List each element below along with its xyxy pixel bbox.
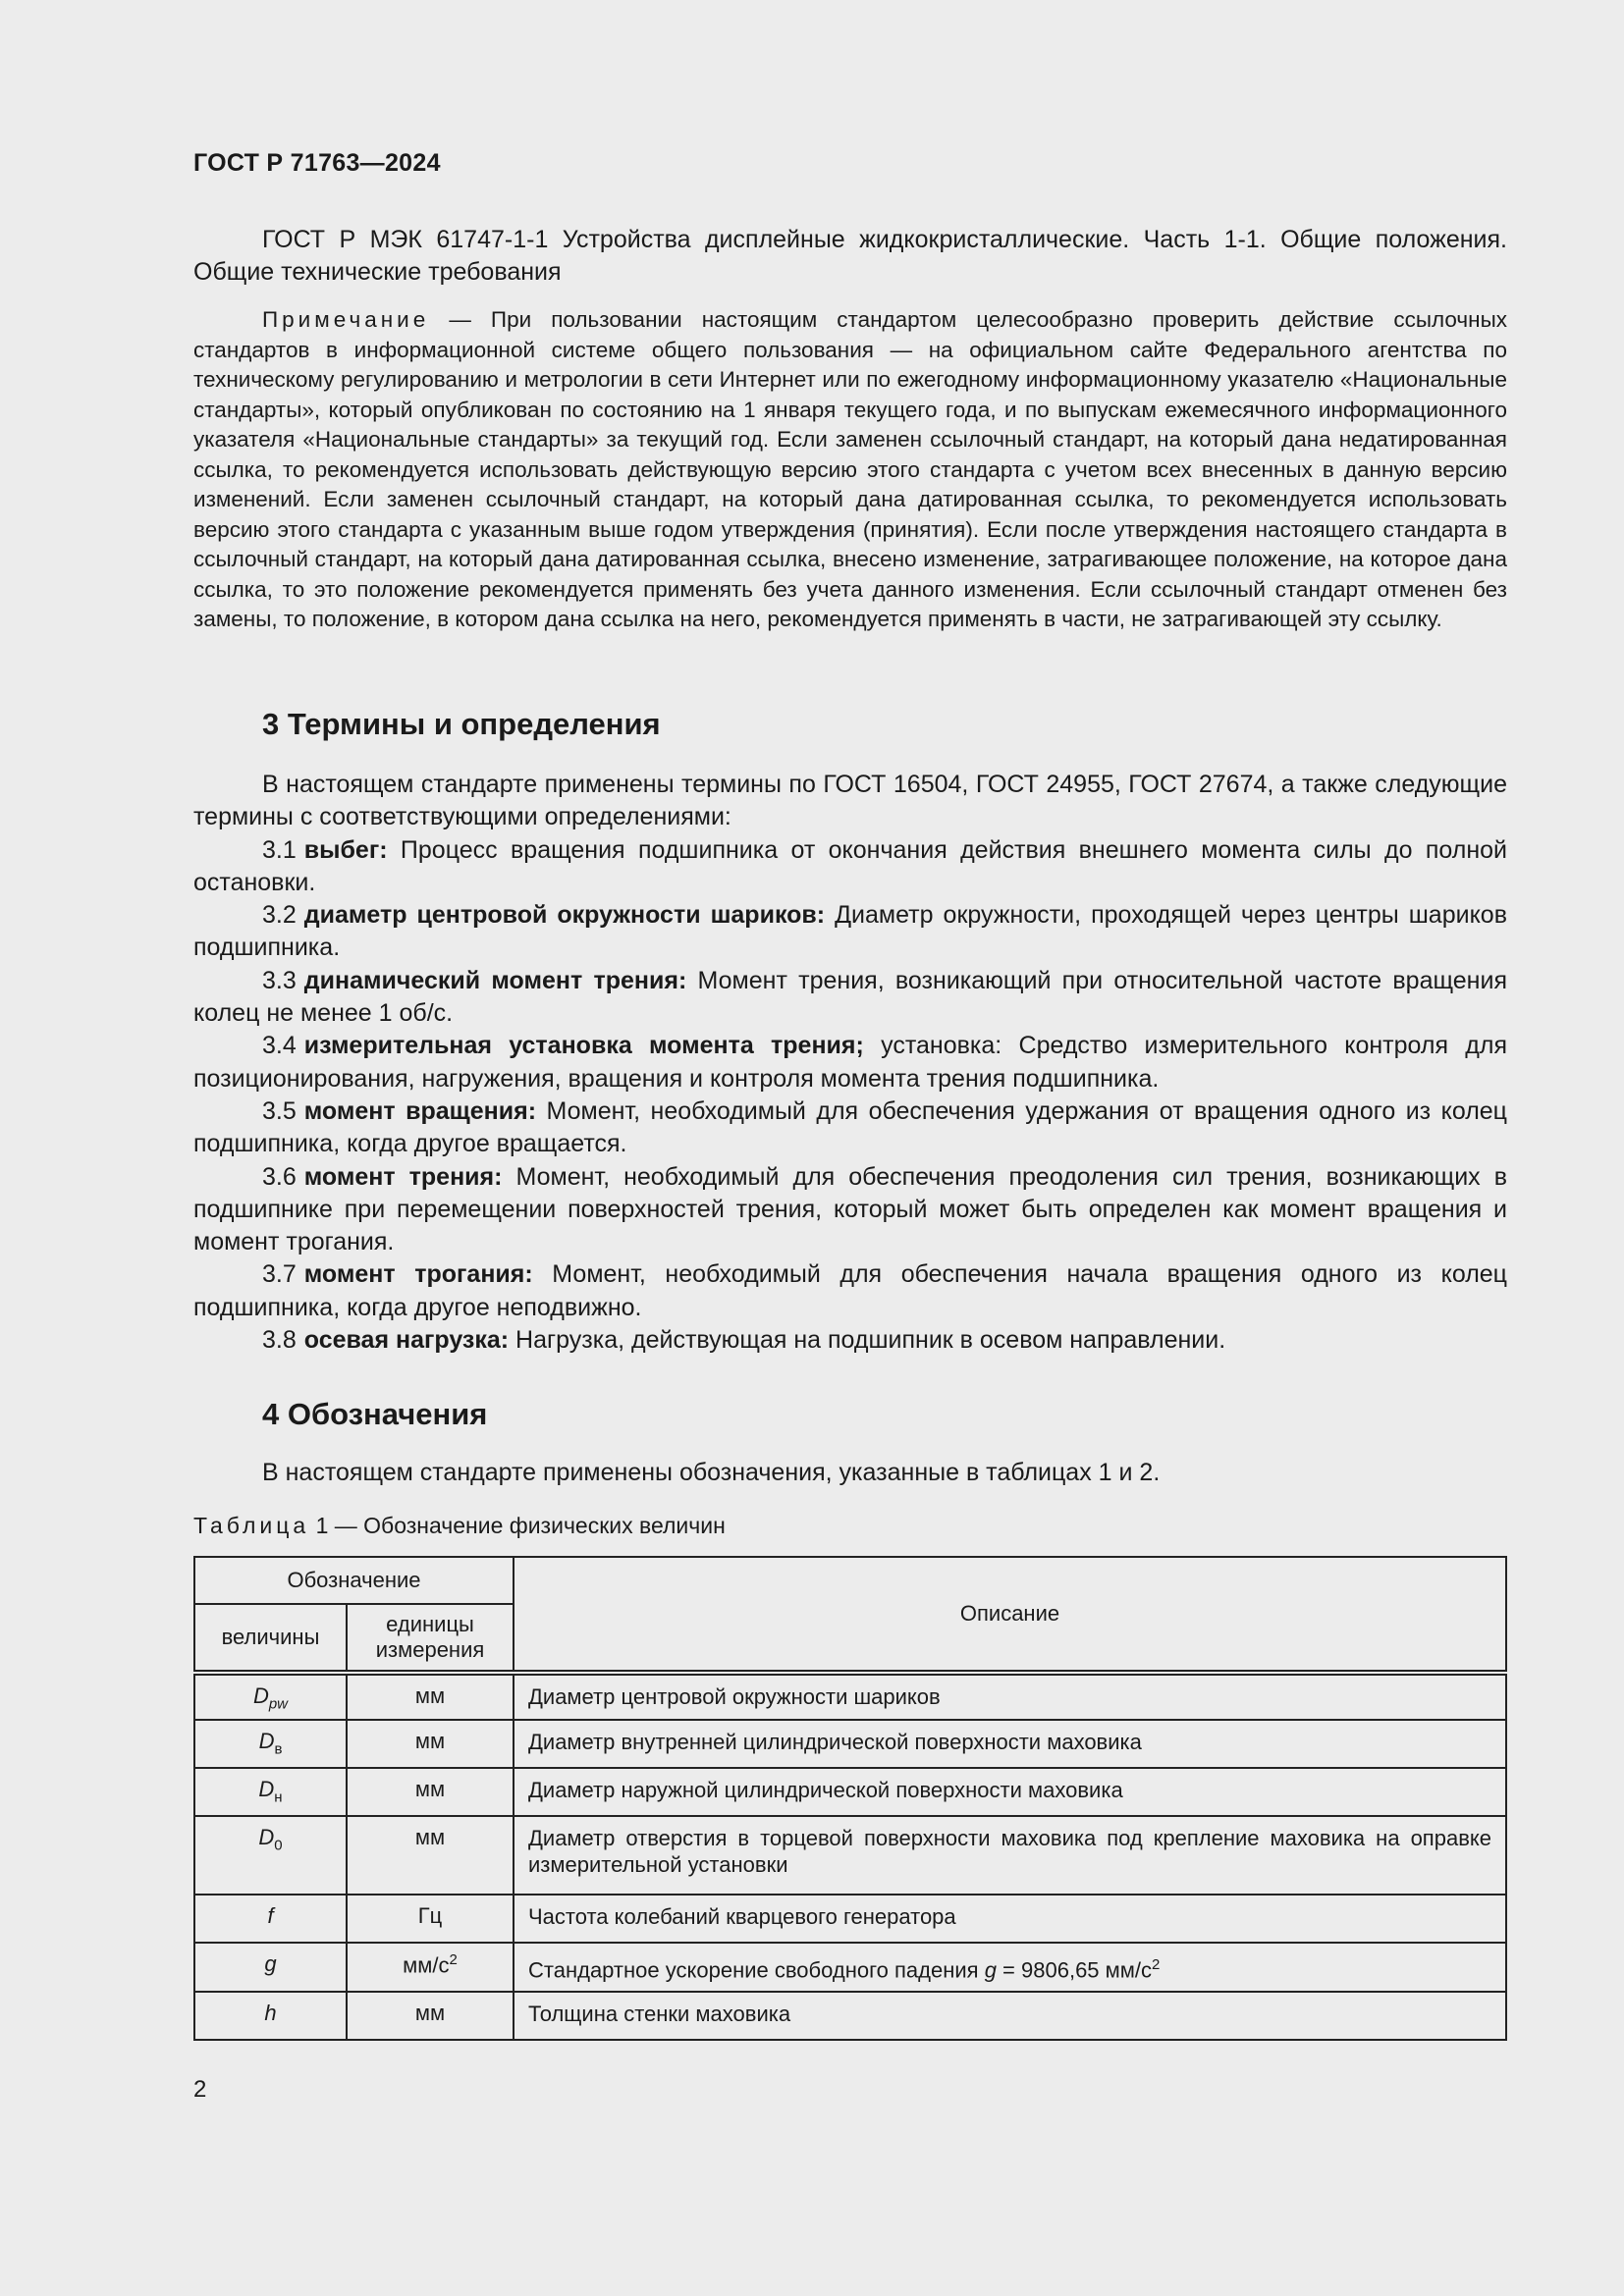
unit-cell: $мм/с^2$ bbox=[347, 1943, 514, 1992]
header-designation: Обозначение bbox=[194, 1557, 514, 1604]
page-number: 2 bbox=[193, 2076, 207, 2103]
unit-cell: мм bbox=[347, 1720, 514, 1768]
table-row bbox=[194, 1816, 1506, 1895]
symbol-cell: $D_0$ bbox=[194, 1816, 347, 1895]
section-4 bbox=[193, 1397, 1507, 1432]
description-cell: Стандартное ускорение свободного падения g = 9806,65 $мм/с^2$ bbox=[514, 1943, 1506, 1992]
section-4-intro: В настоящем стандарте применены обозначения, указанные в таблицах 1 и 2. bbox=[262, 1459, 1161, 1486]
term-item: 3.2 диаметр центровой окружности шариков: Диаметр окружности, проходящей через центры шариков подшипника. bbox=[193, 901, 1507, 962]
table-row bbox=[194, 1673, 1506, 1720]
header-unit: единицы измерения bbox=[347, 1604, 514, 1673]
reference-paragraph bbox=[193, 224, 1507, 289]
unit-cell: мм bbox=[347, 1768, 514, 1816]
table-caption-text: 1 — Обозначение физических величин bbox=[309, 1513, 726, 1538]
note-label: Примечание bbox=[262, 307, 430, 332]
header-quantity: величины bbox=[194, 1604, 347, 1673]
table-row bbox=[194, 1943, 1506, 1992]
document-header: ГОСТ Р 71763—2024 bbox=[193, 149, 441, 177]
term-item: 3.6 момент трения: Момент, необходимый для обеспечения преодоления сил трения, возникающих в подшипнике при перемещении поверхностей трения, который может быть определен как момент вращения и момент трогания. bbox=[193, 1162, 1508, 1256]
table-1 bbox=[193, 1556, 1507, 2041]
description-cell: Диаметр отверстия в торцевой поверхности маховика под крепление маховика на оправке измерительной установки bbox=[514, 1816, 1506, 1895]
term-item: 3.4 измерительная установка момента трения; установка: Средство измерительного контроля для позиционирования, нагружения, вращения и контроля момента трения подшипника. bbox=[193, 1032, 1507, 1093]
term-item: 3.3 динамический момент трения: Момент трения, возникающий при относительной частоте вращения колец не менее 1 об/с. bbox=[193, 966, 1507, 1028]
section-3 bbox=[193, 707, 1507, 742]
term-item: 3.7 момент трогания: Момент, необходимый для обеспечения начала вращения одного из колец подшипника, когда другое неподвижно. bbox=[193, 1260, 1508, 1321]
symbol-cell: $D_н$ bbox=[194, 1768, 347, 1816]
unit-cell: мм bbox=[347, 1673, 514, 1720]
term-item: 3.8 осевая нагрузка: Нагрузка, действующая на подшипник в осевом направлении. bbox=[262, 1326, 1226, 1355]
unit-cell: мм bbox=[347, 1816, 514, 1895]
table-row bbox=[194, 1895, 1506, 1943]
symbol-cell: g bbox=[194, 1943, 347, 1992]
header-description: Описание bbox=[514, 1557, 1506, 1673]
description-cell: Толщина стенки маховика bbox=[514, 1992, 1506, 2040]
section-3-intro: В настоящем стандарте применены термины по ГОСТ 16504, ГОСТ 24955, ГОСТ 27674, а также следующие термины с соответствующими определениями: bbox=[193, 771, 1507, 831]
table-row bbox=[194, 1992, 1506, 2040]
symbol-cell: $D_{pw}$ bbox=[194, 1673, 347, 1720]
note-paragraph bbox=[193, 305, 1507, 635]
table-row bbox=[194, 1720, 1506, 1768]
section-4-title: 4 Обозначения bbox=[262, 1397, 488, 1431]
section-3-body bbox=[193, 769, 1507, 1357]
description-cell: Частота колебаний кварцевого генератора bbox=[514, 1895, 1506, 1943]
description-cell: Диаметр наружной цилиндрической поверхности маховика bbox=[514, 1768, 1506, 1816]
table-1-caption bbox=[193, 1513, 1507, 1539]
description-cell: Диаметр внутренней цилиндрической поверхности маховика bbox=[514, 1720, 1506, 1768]
description-cell: Диаметр центровой окружности шариков bbox=[514, 1673, 1506, 1720]
symbol-cell: h bbox=[194, 1992, 347, 2040]
table-caption-label: Таблица bbox=[193, 1513, 310, 1538]
symbols-table bbox=[193, 1556, 1507, 2041]
section-4-body bbox=[193, 1457, 1507, 1489]
note-block bbox=[193, 305, 1507, 635]
unit-cell: Гц bbox=[347, 1895, 514, 1943]
table-row bbox=[194, 1768, 1506, 1816]
symbol-cell: f bbox=[194, 1895, 347, 1943]
term-item: 3.5 момент вращения: Момент, необходимый для обеспечения удержания от вращения одного из колец подшипника, когда другое вращается. bbox=[193, 1096, 1508, 1158]
section-3-title: 3 Термины и определения bbox=[262, 707, 661, 741]
term-item: 3.1 выбег: Процесс вращения подшипника от окончания действия внешнего момента силы до полной остановки. bbox=[193, 835, 1507, 896]
reference-text: ГОСТ Р МЭК 61747-1-1 Устройства дисплейные жидкокристаллические. Часть 1-1. Общие положения. Общие технические требования bbox=[193, 226, 1507, 286]
note-text: — При пользовании настоящим стандартом целесообразно проверить действие ссылочных стандартов в информационной системе общего пользования — на официальном сайте Федерального агентства по техническому регулированию и метрологии в сети Интернет или по ежегодному информационному указателю «Национальные стандарты», который опубликован по состоянию на 1 января текущего года, и по выпускам ежемесячного информационного указателя «Национальные стандарты» за текущий год. Если заменен ссылочный стандарт, на который дана недатированная ссылка, то рекомендуется использовать действующую версию этого стандарта с учетом всех внесенных в данную версию изменений. Если заменен ссылочный стандарт, на который дана датированная ссылка, то рекомендуется использовать версию этого стандарта с указанным выше годом утверждения (принятия). Если после утверждения настоящего стандарта в ссылочный стандарт, на который дана датированная ссылка, внесено изменение, затрагивающее положение, на которое дана ссылка, то это положение рекомендуется применять без учета данного изменения. Если ссылочный стандарт отменен без замены, то положение, в котором дана ссылка на него, рекомендуется применять в части, не затрагивающей эту ссылку. bbox=[193, 307, 1507, 631]
unit-cell: мм bbox=[347, 1992, 514, 2040]
symbol-cell: $D_в$ bbox=[194, 1720, 347, 1768]
